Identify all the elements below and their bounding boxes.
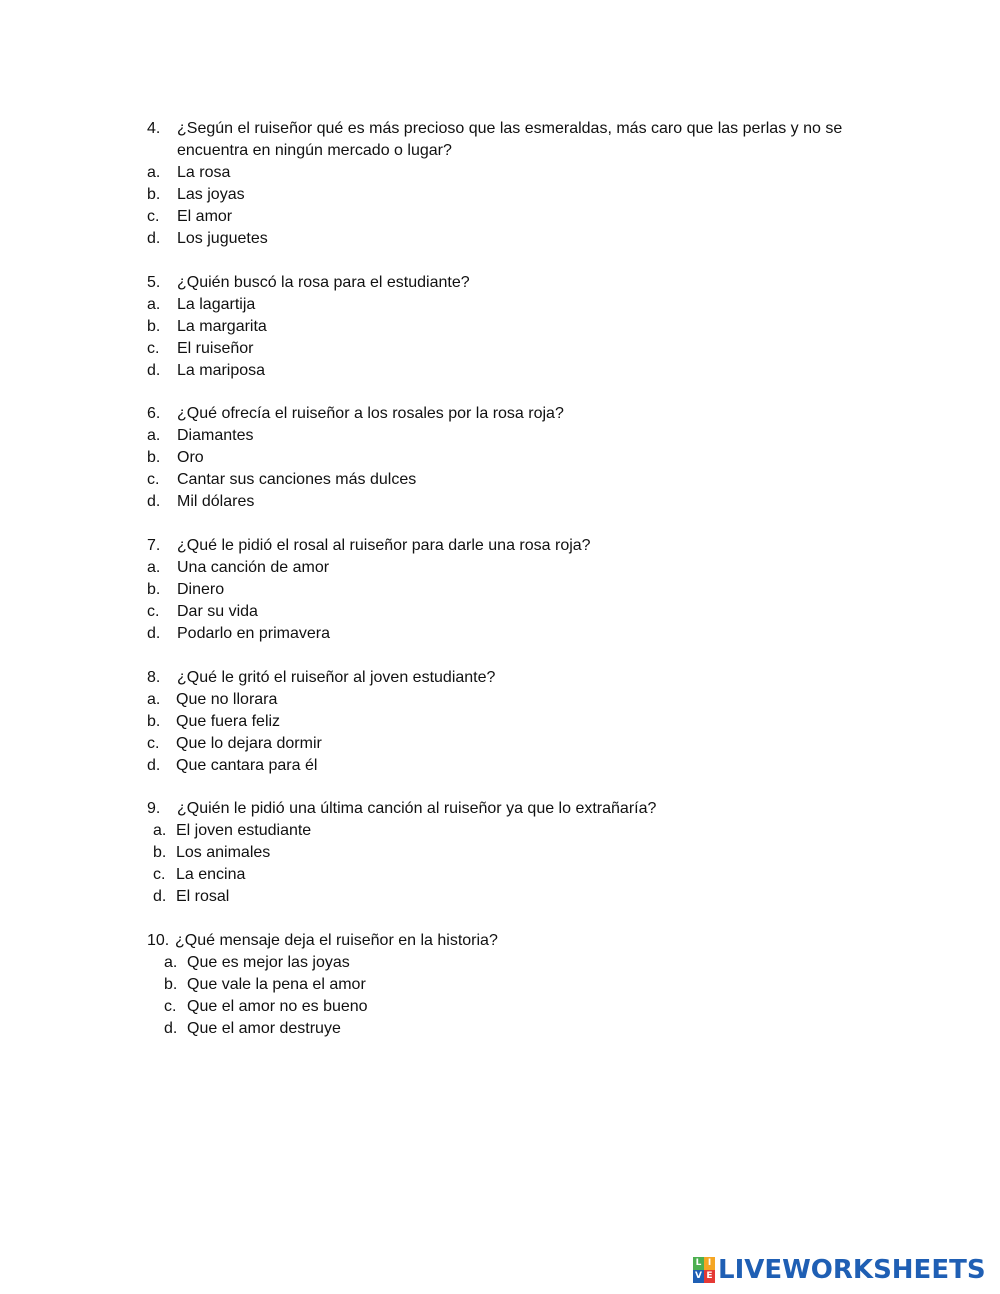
question-text: ¿Quién buscó la rosa para el estudiante? <box>177 274 470 291</box>
option-text: La encina <box>176 866 246 883</box>
option-letter: b. <box>147 318 161 335</box>
option-text: Las joyas <box>177 186 245 203</box>
option-letter: c. <box>147 340 160 357</box>
option-text: Que lo dejara dormir <box>176 735 322 752</box>
option-letter: c. <box>147 208 160 225</box>
option-text: El rosal <box>176 888 230 905</box>
logo-icon-letter: V <box>693 1270 704 1283</box>
option-letter: a. <box>147 559 161 576</box>
option-letter: b. <box>147 713 161 730</box>
question-number: 7. <box>147 537 161 554</box>
question-text: ¿Qué ofrecía el ruiseñor a los rosales por la rosa roja? <box>177 405 564 422</box>
question-number: 6. <box>147 405 161 422</box>
logo-icon-letter: I <box>704 1257 715 1270</box>
option-text: Dinero <box>177 581 225 598</box>
option-text: Que no llorara <box>176 691 278 708</box>
question-number: 9. <box>147 800 161 817</box>
option-text: Los juguetes <box>177 230 268 247</box>
option-letter: a. <box>164 954 178 971</box>
option-text: Que es mejor las joyas <box>187 954 350 971</box>
option-text: El amor <box>177 208 233 225</box>
question-text: ¿Qué mensaje deja el ruiseñor en la historia? <box>175 932 498 949</box>
option-letter: d. <box>153 888 167 905</box>
option-letter: b. <box>147 581 161 598</box>
option-letter: b. <box>164 976 178 993</box>
option-text: La lagartija <box>177 296 256 313</box>
option-letter: d. <box>147 230 161 247</box>
option-letter: c. <box>164 998 177 1015</box>
option-text: Podarlo en primavera <box>177 625 330 642</box>
option-letter: c. <box>153 866 166 883</box>
option-letter: d. <box>147 362 161 379</box>
option-letter: b. <box>147 186 161 203</box>
liveworksheets-logo <box>693 1255 986 1285</box>
option-text: Cantar sus canciones más dulces <box>177 471 417 488</box>
option-letter: a. <box>147 164 161 181</box>
question-number: 5. <box>147 274 161 291</box>
option-text: Que fuera feliz <box>176 713 281 730</box>
option-text: Oro <box>177 449 204 466</box>
option-text: Que vale la pena el amor <box>187 976 366 993</box>
option-text: La mariposa <box>177 362 266 379</box>
option-text: Los animales <box>176 844 271 861</box>
option-text: Dar su vida <box>177 603 258 620</box>
question-text-continued: encuentra en ningún mercado o lugar? <box>177 142 452 159</box>
option-letter: c. <box>147 735 160 752</box>
option-letter: d. <box>147 757 161 774</box>
option-letter: d. <box>147 625 161 642</box>
option-letter: d. <box>164 1020 178 1037</box>
option-text: La margarita <box>177 318 267 335</box>
option-letter: b. <box>153 844 167 861</box>
question-number: 4. <box>147 120 161 137</box>
question-number: 8. <box>147 669 161 686</box>
option-letter: a. <box>153 822 167 839</box>
question-number: 10. <box>147 932 170 949</box>
logo-icon-letter: L <box>693 1257 704 1270</box>
question-text: ¿Quién le pidió una última canción al ruiseñor ya que lo extrañaría? <box>177 800 657 817</box>
question-text: ¿Según el ruiseñor qué es más precioso que las esmeraldas, más caro que las perlas y no se <box>177 120 843 137</box>
option-text: Que el amor no es bueno <box>187 998 368 1015</box>
question-text: ¿Qué le gritó el ruiseñor al joven estudiante? <box>177 669 496 686</box>
option-letter: a. <box>147 427 161 444</box>
option-text: La rosa <box>177 164 231 181</box>
option-letter: a. <box>147 691 161 708</box>
liveworksheets-logo-icon <box>693 1257 715 1283</box>
option-text: Que el amor destruye <box>187 1020 341 1037</box>
option-text: El ruiseñor <box>177 340 254 357</box>
option-text: Una canción de amor <box>177 559 330 576</box>
option-letter: b. <box>147 449 161 466</box>
option-text: El joven estudiante <box>176 822 312 839</box>
option-letter: a. <box>147 296 161 313</box>
option-letter: c. <box>147 603 160 620</box>
option-text: Mil dólares <box>177 493 255 510</box>
question-text: ¿Qué le pidió el rosal al ruiseñor para darle una rosa roja? <box>177 537 591 554</box>
logo-icon-letter: E <box>704 1270 715 1283</box>
option-letter: c. <box>147 471 160 488</box>
option-text: Diamantes <box>177 427 254 444</box>
option-letter: d. <box>147 493 161 510</box>
option-text: Que cantara para él <box>176 757 318 774</box>
logo-text: LIVEWORKSHEETS <box>718 1255 986 1285</box>
